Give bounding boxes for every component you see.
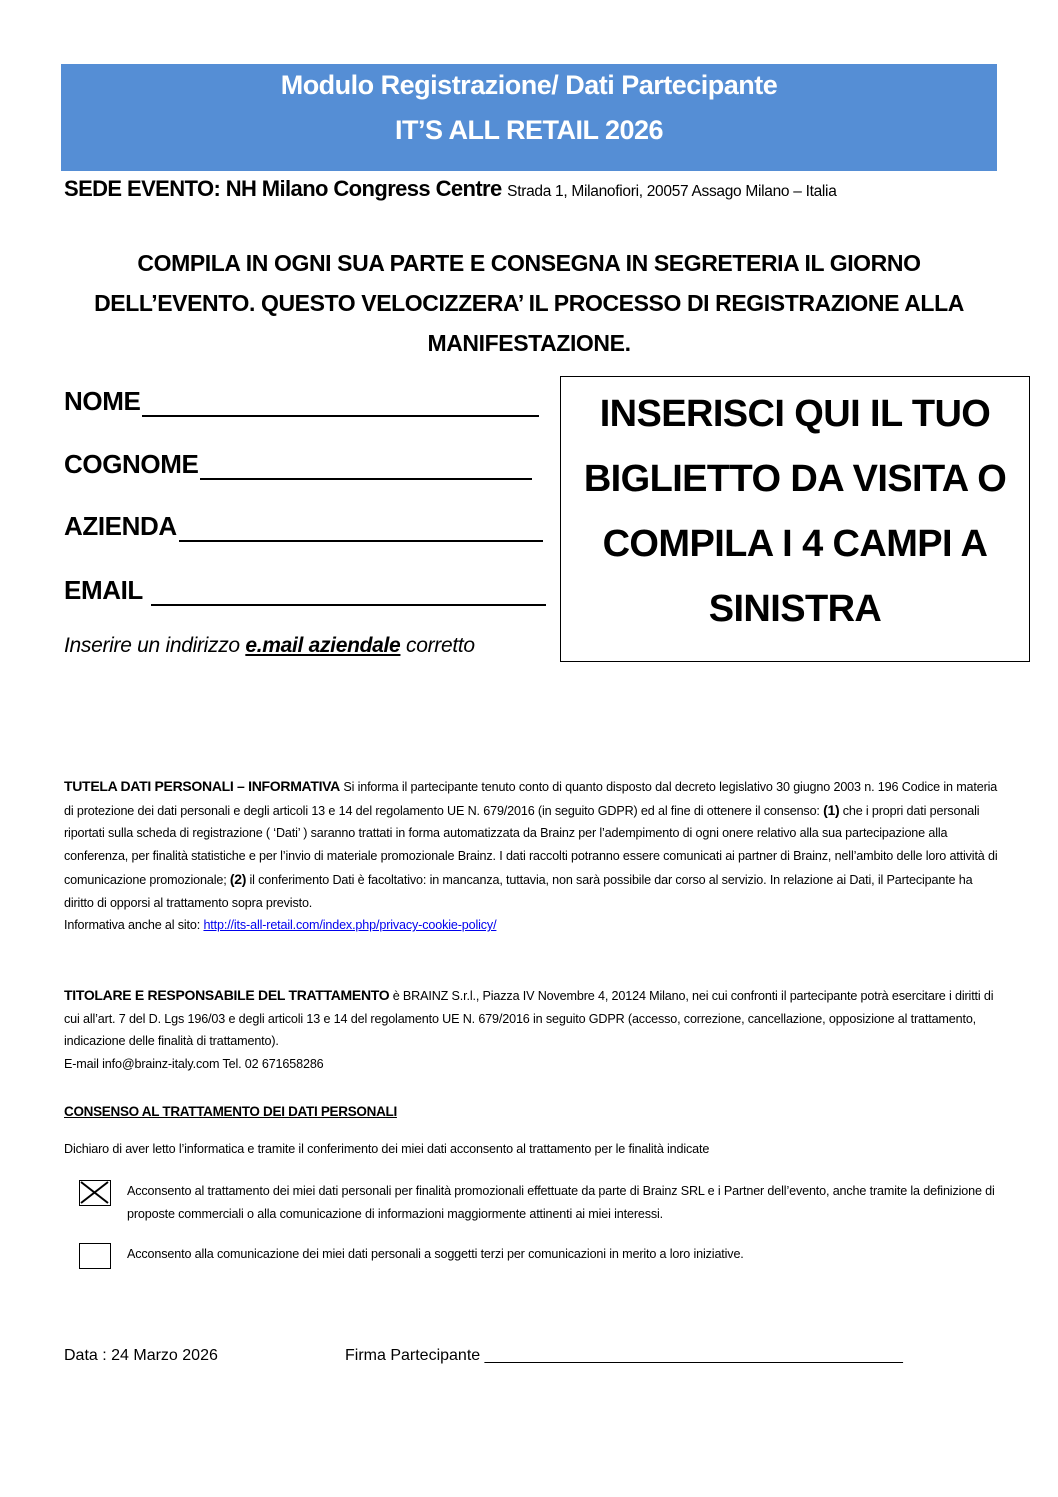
card-box-line: BIGLIETTO DA VISITA O xyxy=(583,458,1007,500)
event-name: IT’S ALL RETAIL 2026 xyxy=(394,115,664,145)
date: Data : 24 Marzo 2026 xyxy=(64,1347,218,1364)
controller-contact: E-mail info@brainz-italy.com Tel. 02 671658286 xyxy=(64,1057,324,1072)
hint-emphasis: e.mail aziendale xyxy=(245,634,401,657)
x-mark-icon xyxy=(80,1181,109,1204)
privacy-text: Si informa il partecipante tenuto conto di quanto disposto dal decreto legislativo 30 giugno 2003 n. 196 Codice in materia di protezione dei dati personali e degli articoli 13 e 14 del regolamento UE N. 679/2016 (in seguito GDPR) ed al fine di ottenere il consenso: xyxy=(64,780,998,818)
form-title: Modulo Registrazione/ Dati Partecipante xyxy=(280,70,778,100)
field-label: EMAIL xyxy=(64,575,143,605)
instructions: COMPILA IN OGNI SUA PARTE E CONSEGNA IN SEGRETERIA IL GIORNO DELL’EVENTO. QUESTO VELOCIZZERA’ IL PROCESSO DI REGISTRAZIONE ALLA MANIFESTAZIONE. xyxy=(94,250,964,356)
privacy-text: il conferimento Dati è facoltativo: in mancanza, tuttavia, non sarà possibile dar corso al servizio. In relazione ai Dati, il Partecipante ha diritto di opporsi al trattamento sopra previsto. xyxy=(64,872,973,910)
field-email[interactable] xyxy=(64,575,546,606)
field-label: NOME xyxy=(64,386,141,416)
field-label: AZIENDA xyxy=(64,511,177,541)
signature-label: Firma Partecipante xyxy=(345,1347,485,1364)
consent-option-2-text: Acconsento alla comunicazione dei miei dati personali a soggetti terzi per comunicazioni in merito a loro iniziative. xyxy=(127,1247,744,1261)
privacy-policy-link[interactable]: http://its-all-retail.com/index.php/privacy-cookie-policy/ xyxy=(203,918,497,933)
cognome-input-line[interactable] xyxy=(200,452,532,480)
consent-option-1-text: Acconsento al trattamento dei miei dati personali per finalità promozionali effettuate da parte di Brainz SRL e i Partner dell’evento, anche tramite la definizione di proposte commerciali o alla comunicazione di informazioni maggiormente attinenti ai miei interessi. xyxy=(127,1184,995,1221)
venue-address: Strada 1, Milanofiori, 20057 Assago Milano – Italia xyxy=(507,183,837,200)
email-hint xyxy=(64,634,475,658)
card-box-line: INSERISCI QUI IL TUO xyxy=(599,393,991,435)
point-1: (1) xyxy=(823,801,840,818)
azienda-input-line[interactable] xyxy=(179,514,543,542)
privacy-notice xyxy=(64,775,999,937)
card-box-line: SINISTRA xyxy=(708,588,882,630)
field-cognome[interactable] xyxy=(64,449,532,480)
email-input-line[interactable] xyxy=(151,578,546,606)
venue-label: SEDE EVENTO: NH Milano Congress Centre xyxy=(64,176,502,201)
controller-notice xyxy=(64,984,999,1076)
nome-input-line[interactable] xyxy=(142,389,539,417)
hint-text-end: corretto xyxy=(400,634,475,657)
consent-checkbox-2[interactable] xyxy=(79,1243,111,1269)
signature-line[interactable]: _______________________________________________ xyxy=(484,1347,903,1364)
card-box-line: COMPILA I 4 CAMPI A xyxy=(602,523,988,565)
consent-heading: CONSENSO AL TRATTAMENTO DEI DATI PERSONALI xyxy=(64,1104,397,1119)
controller-heading: TITOLARE E RESPONSABILE DEL TRATTAMENTO xyxy=(64,987,390,1003)
hint-text: Inserire un indirizzo xyxy=(64,634,246,657)
form-title-banner xyxy=(61,64,997,171)
controller-text: è BRAINZ S.r.l., Piazza IV Novembre 4, 20124 Milano, nei cui confronti il partecipante potrà esercitare i diritti di cui all’art. 7 del D. Lgs 196/03 e degli articoli 13 e 14 del regolamento UE N. 679/2016 in seguito GDPR (accesso, correzione, cancellazione, opposizione al trattamento, indicazione delle finalità di trattamento). xyxy=(64,989,994,1049)
venue-line xyxy=(64,176,837,202)
field-azienda[interactable] xyxy=(64,511,543,542)
signature-field[interactable] xyxy=(345,1347,903,1365)
consent-checkbox-1[interactable] xyxy=(79,1180,111,1206)
business-card-box xyxy=(560,376,1030,662)
privacy-text: che i propri dati personali riportati sulla scheda di registrazione ( ‘Dati’ ) saranno trattati in forma automatizzata da Brainz per l’adempimento di ogni onere relativo alla sua partecipazione alla conferenza, per finalità statistiche e per l’invio di materiale promozionale Brainz. I dati raccolti potranno essere comunicati ai partner di Brainz, nell’ambito delle loro attività di comunicazione promozionale; xyxy=(64,803,998,887)
site-label: Informativa anche al sito: xyxy=(64,918,204,933)
consent-declaration: Dichiaro di aver letto l’informatica e tramite il conferimento dei miei dati acconsento al trattamento per le finalità indicate xyxy=(64,1142,710,1156)
point-2: (2) xyxy=(229,870,247,887)
field-nome[interactable] xyxy=(64,386,539,417)
field-label: COGNOME xyxy=(64,449,199,479)
privacy-heading: TUTELA DATI PERSONALI – INFORMATIVA xyxy=(64,778,340,794)
